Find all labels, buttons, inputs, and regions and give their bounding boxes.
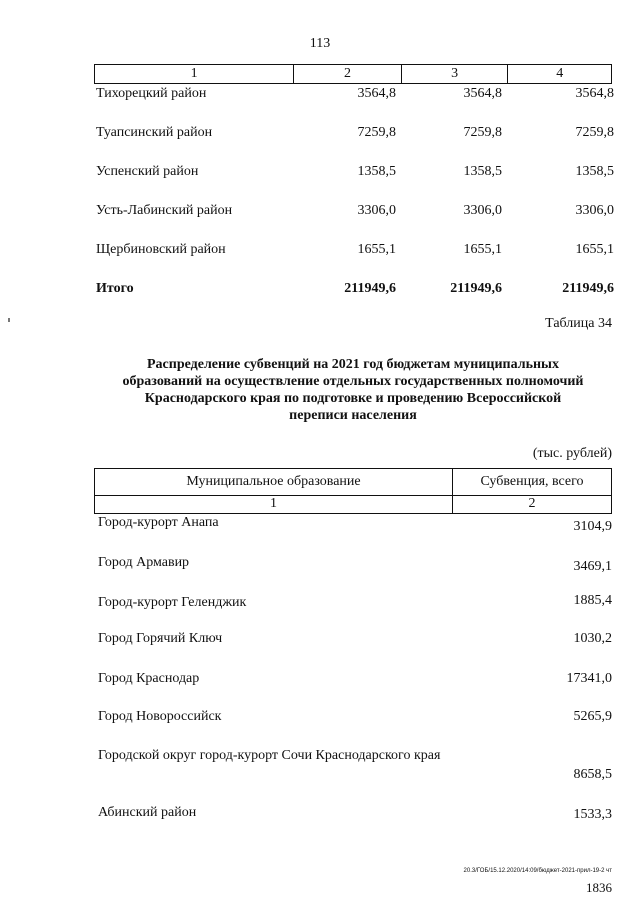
row-value: 1533,3 — [573, 807, 612, 822]
header-municipality: Муниципальное образование — [95, 469, 453, 495]
header-subvention: Субвенция, всего — [480, 474, 584, 489]
row-value: 1358,5 — [463, 164, 502, 179]
row-name: Город Краснодар — [98, 671, 200, 686]
header-number-2: 2 — [528, 496, 536, 511]
table1-header-col2: 2 — [294, 65, 402, 83]
row-name: Город-курорт Анапа — [98, 515, 219, 530]
footer-document-code: 20.3/ГОБ/15.12.2020/14:09/бюджет-2021-прил-19-2 чт — [463, 868, 612, 874]
row-value: 3564,8 — [575, 86, 614, 101]
row-value: 1358,5 — [575, 164, 614, 179]
row-value: 3306,0 — [463, 203, 502, 218]
table1-header-col1: 1 — [95, 65, 294, 83]
title-line: образований на осуществление отдельных государственных полномочий — [122, 374, 584, 389]
row-value: 3469,1 — [573, 559, 612, 574]
table1-header-col4: 4 — [556, 66, 564, 81]
row-value: 3306,0 — [357, 203, 396, 218]
row-value: 17341,0 — [566, 671, 612, 686]
table-row — [96, 125, 614, 145]
row-value: 1655,1 — [575, 242, 614, 257]
row-value: 1655,1 — [463, 242, 502, 257]
row-name: Абинский район — [98, 805, 197, 820]
row-value: 5265,9 — [573, 709, 612, 724]
row-name: Город Новороссийск — [98, 709, 222, 724]
table-row — [98, 746, 612, 786]
row-name: Усть-Лабинский район — [96, 203, 233, 218]
row-value: 3104,9 — [573, 519, 612, 534]
row-value: 3564,8 — [357, 86, 396, 101]
row-value: 3564,8 — [463, 86, 502, 101]
total-label: Итого — [96, 281, 134, 296]
row-name: Городской округ город-курорт Сочи Краснодарского края — [98, 748, 441, 763]
row-name: Город Армавир — [98, 555, 190, 570]
table-label: Таблица 34 — [545, 316, 612, 331]
table-row — [96, 164, 614, 184]
title-line: Распределение субвенций на 2021 год бюджетам муниципальных — [147, 357, 559, 372]
total-value: 211949,6 — [450, 281, 502, 296]
row-name: Успенский район — [96, 164, 199, 179]
page-number: 113 — [309, 36, 331, 51]
title-line: Краснодарского края по подготовке и проведению Всероссийской — [144, 391, 562, 406]
row-value: 1655,1 — [357, 242, 396, 257]
table1-header-col3: 3 — [402, 65, 509, 83]
footer-page-number: 1836 — [586, 880, 612, 895]
table-row — [96, 86, 614, 106]
row-value: 1030,2 — [573, 631, 612, 646]
document-title — [94, 356, 612, 424]
table-row — [96, 242, 614, 262]
row-value: 7259,8 — [463, 125, 502, 140]
table1-header — [94, 64, 612, 84]
total-value: 211949,6 — [562, 281, 614, 296]
row-value: 7259,8 — [575, 125, 614, 140]
row-name: Туапсинский район — [96, 125, 213, 140]
row-name: Город-курорт Геленджик — [98, 595, 247, 610]
row-name: Тихорецкий район — [96, 86, 207, 101]
total-row — [96, 281, 614, 301]
row-name: Щербиновский район — [96, 242, 226, 257]
row-value: 3306,0 — [575, 203, 614, 218]
scan-mark — [8, 318, 10, 322]
title-line: переписи населения — [289, 408, 417, 423]
row-value: 1885,4 — [573, 593, 612, 608]
units-label: (тыс. рублей) — [532, 446, 612, 461]
row-name: Город Горячий Ключ — [98, 631, 223, 646]
row-value: 8658,5 — [573, 767, 612, 782]
header-number-1: 1 — [95, 496, 453, 513]
row-value: 7259,8 — [357, 125, 396, 140]
row-value: 1358,5 — [357, 164, 396, 179]
total-value: 211949,6 — [344, 281, 396, 296]
table2-header — [94, 468, 612, 514]
table-row — [96, 203, 614, 223]
